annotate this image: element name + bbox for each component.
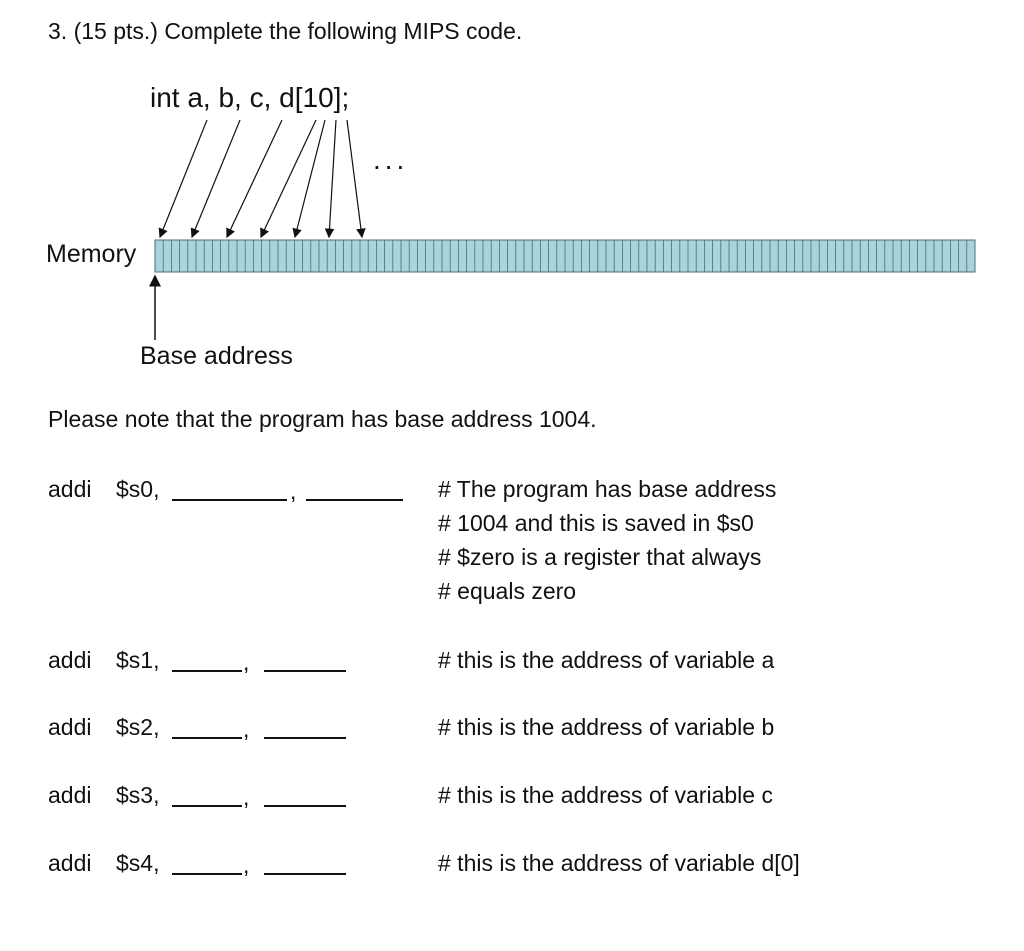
comment-line: # this is the address of variable b (438, 714, 775, 740)
register: $s1, (116, 647, 160, 673)
instruction: addi (48, 782, 92, 808)
variable-arrow (160, 120, 207, 237)
register: $s2, (116, 714, 160, 740)
instruction: addi (48, 714, 92, 740)
variable-arrow (295, 120, 325, 237)
comment-line: # this is the address of variable d[0] (438, 850, 800, 876)
comma: , (243, 852, 250, 878)
answer-blank-1[interactable] (172, 805, 242, 807)
answer-blank-2[interactable] (264, 805, 346, 807)
variable-arrow (227, 120, 282, 237)
variable-arrow (329, 120, 336, 237)
instruction: addi (48, 476, 92, 502)
comment-line: # equals zero (438, 578, 577, 604)
answer-blank-1[interactable] (172, 670, 242, 672)
comment-line: # The program has base address (438, 476, 777, 502)
memory-diagram (0, 70, 1024, 380)
answer-blank-1[interactable] (172, 499, 287, 501)
comma: , (243, 716, 250, 742)
question-title: 3. (15 pts.) Complete the following MIPS code. (48, 18, 523, 44)
declaration-text: int a, b, c, d[10]; (150, 82, 350, 113)
variable-arrow (347, 120, 362, 237)
register: $s4, (116, 850, 160, 876)
base-address-label: Base address (140, 342, 293, 370)
comma: , (243, 784, 250, 810)
answer-blank-2[interactable] (264, 737, 346, 739)
memory-label: Memory (46, 240, 137, 268)
instruction: addi (48, 647, 92, 673)
comment-line: # this is the address of variable a (438, 647, 775, 673)
register: $s3, (116, 782, 160, 808)
base-address-note: Please note that the program has base address 1004. (48, 406, 597, 432)
answer-blank-2[interactable] (264, 873, 346, 875)
comment-line: # $zero is a register that always (438, 544, 762, 570)
answer-blank-2[interactable] (306, 499, 403, 501)
register: $s0, (116, 476, 160, 502)
variable-arrows (160, 120, 362, 237)
answer-blank-1[interactable] (172, 737, 242, 739)
answer-blank-1[interactable] (172, 873, 242, 875)
comma: , (290, 478, 297, 504)
variable-arrow (261, 120, 316, 237)
answer-blank-2[interactable] (264, 670, 346, 672)
comment-line: # 1004 and this is saved in $s0 (438, 510, 754, 536)
comment-line: # this is the address of variable c (438, 782, 773, 808)
variable-arrow (192, 120, 240, 237)
comma: , (243, 649, 250, 675)
instruction: addi (48, 850, 92, 876)
ellipsis: ... (373, 144, 409, 175)
